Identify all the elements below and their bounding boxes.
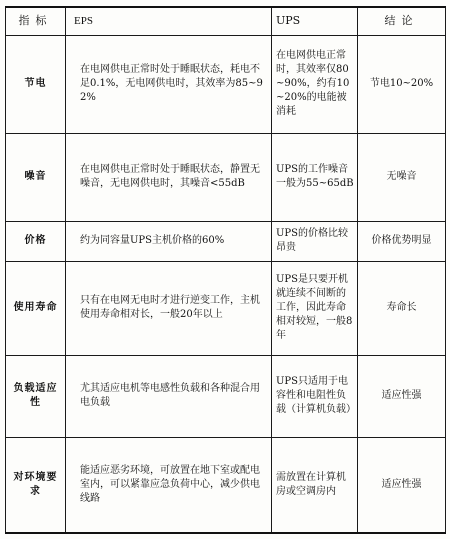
- row-ups-text: 在电网供电正常时，其效率仅80~90%，约有10~20%的电能被消耗: [272, 35, 358, 133]
- row-conclusion: 适应性强: [358, 437, 446, 533]
- header-conclusion: 结论: [358, 7, 446, 35]
- row-indicator: 价格: [6, 221, 66, 261]
- row-eps-text: 在电网供电正常时处于睡眠状态，耗电不足0.1%，无电网供电时，其效率为85~92%: [66, 35, 272, 133]
- row-eps-text: 约为同容量UPS主机价格的60%: [66, 221, 272, 261]
- row-indicator: 使用寿命: [6, 261, 66, 355]
- row-ups-text: UPS的工作噪音一般为55~65dB: [272, 133, 358, 221]
- row-indicator: 噪音: [6, 133, 66, 221]
- table-header-row: [6, 7, 446, 35]
- row-eps-text: 能适应恶劣环境，可放置在地下室或配电室内，可以紧靠应急负荷中心，减少供电线路: [66, 437, 272, 533]
- table-row: [6, 35, 446, 133]
- table-row: [6, 355, 446, 437]
- row-ups-text: UPS只适用于电容性和电阻性负载（计算机负载）: [272, 355, 358, 437]
- row-conclusion: 价格优势明显: [358, 221, 446, 261]
- row-ups-text: 需放置在计算机房或空调房内: [272, 437, 358, 533]
- row-ups-text: UPS是只要开机就连续不间断的工作，因此寿命相对较短，一般8年: [272, 261, 358, 355]
- table-row: [6, 437, 446, 533]
- header-eps: EPS: [66, 7, 272, 35]
- table-row: [6, 221, 446, 261]
- header-indicator: 指标: [6, 7, 66, 35]
- row-indicator: 节电: [6, 35, 66, 133]
- eps-ups-comparison-table: [5, 6, 446, 534]
- row-eps-text: 尤其适应电机等电感性负载和各种混合用电负载: [66, 355, 272, 437]
- row-conclusion: 节电10~20%: [358, 35, 446, 133]
- row-indicator: 负载适应性: [6, 355, 66, 437]
- header-ups: UPS: [272, 7, 358, 35]
- row-conclusion: 无噪音: [358, 133, 446, 221]
- row-indicator: 对环境要求: [6, 437, 66, 533]
- row-eps-text: 只有在电网无电时才进行逆变工作，主机使用寿命相对长，一般20年以上: [66, 261, 272, 355]
- row-eps-text: 在电网供电正常时处于睡眠状态，静置无噪音，无电网供电时，其噪音<55dB: [66, 133, 272, 221]
- row-conclusion: 寿命长: [358, 261, 446, 355]
- row-ups-text: UPS的价格比较昂贵: [272, 221, 358, 261]
- table-row: [6, 133, 446, 221]
- table-row: [6, 261, 446, 355]
- row-conclusion: 适应性强: [358, 355, 446, 437]
